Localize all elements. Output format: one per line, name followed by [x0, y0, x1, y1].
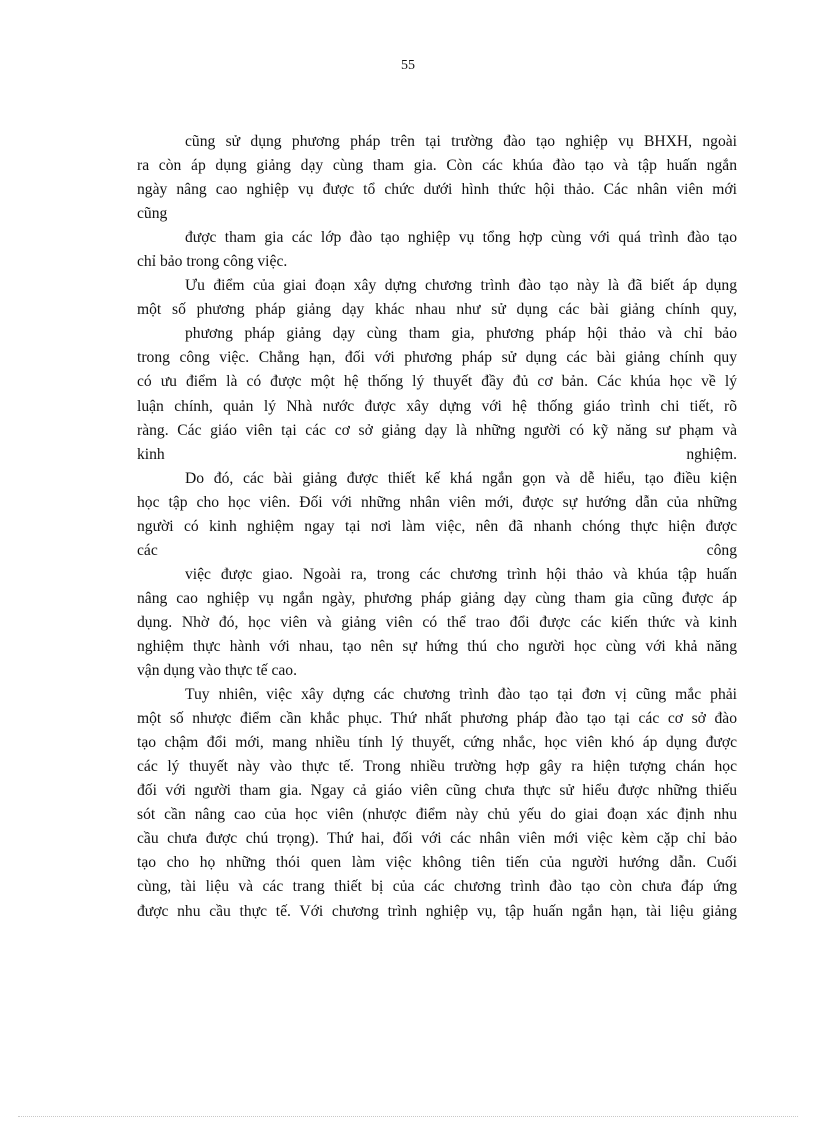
- text-line: ngày nâng cao nghiệp vụ được tổ chức dưới hình thức hội thảo. Các nhân viên mới: [137, 181, 737, 199]
- text-line: cũng sử dụng phương pháp trên tại trường đào tạo nghiệp vụ BHXH, ngoài: [185, 133, 737, 150]
- text-line: phương pháp giảng dạy cùng tham gia, phương pháp hội thảo và chỉ bảo: [185, 325, 737, 343]
- text-line: tạo cho họ những thói quen làm việc không tiên tiến của người hướng dẫn. Cuối: [137, 854, 737, 872]
- text-line: chỉ bảo trong công việc.: [137, 253, 288, 271]
- text-line: một số phương pháp giảng dạy khác nhau như sử dụng các bài giảng chính quy,: [137, 301, 737, 319]
- text-line: có ưu điểm là có được một hệ thống lý thuyết đầy đủ cơ bản. Các khúa học về lý: [137, 373, 737, 391]
- text-line: Ưu điểm của giai đoạn xây dựng chương trình đào tạo này là đã biết áp dụng: [185, 277, 737, 295]
- text-line: Do đó, các bài giảng được thiết kế khá ngắn gọn và dễ hiểu, tạo điều kiện: [185, 469, 737, 487]
- text-line: tạo chậm đổi mới, mang nhiều tính lý thuyết, cứng nhắc, học viên khó áp dụng được: [137, 734, 737, 752]
- text-line: ràng. Các giáo viên tại các cơ sở giảng dạy là những người có kỹ năng sư phạm và: [137, 421, 737, 439]
- text-line: sót cần nâng cao của học viên (nhược điểm này chủ yếu do giai đoạn xác định nhu: [137, 806, 737, 824]
- page-bottom-divider: [18, 1116, 798, 1117]
- text-line: một số nhược điểm cần khắc phục. Thứ nhất phương pháp đào tạo tại các cơ sở đào: [137, 710, 737, 728]
- text-line: được nhu cầu thực tế. Với chương trình nghiệp vụ, tập huấn ngắn hạn, tài liệu giảng: [137, 902, 737, 920]
- text-line: người có kinh nghiệm ngay tại nơi làm việc, nên đã nhanh chóng thực hiện được: [137, 517, 737, 535]
- text-line: nâng cao nghiệp vụ ngắn ngày, phương pháp giảng dạy cùng tham gia cũng được áp: [137, 589, 737, 607]
- text-line: đối với người tham gia. Ngay cả giáo viên cũng chưa thực sử hiểu được những thiếu: [137, 782, 737, 800]
- body-text: [137, 130, 737, 924]
- text-line: dụng. Nhờ đó, học viên và giảng viên có thể trao đổi được các kiến thức và kinh: [137, 613, 737, 631]
- page-number: 55: [401, 58, 415, 73]
- text-line: Tuy nhiên, việc xây dựng các chương trình đào tạo tại đơn vị cũng mắc phải: [185, 686, 737, 704]
- text-line: nghiệm thực hành với nhau, tạo nên sự hứng thú cho người học cùng với khả năng: [137, 637, 737, 655]
- text-line: học tập cho học viên. Đối với những nhân viên mới, được sự hướng dẫn của những: [137, 493, 737, 511]
- text-line: các công: [137, 541, 737, 559]
- text-line: cũng: [137, 205, 168, 223]
- text-line: việc được giao. Ngoài ra, trong các chương trình hội thảo và khúa tập huấn: [185, 565, 737, 583]
- text-line: vận dụng vào thực tế cao.: [137, 662, 298, 680]
- text-line: kinh nghiệm.: [137, 445, 737, 463]
- text-line: được tham gia các lớp đào tạo nghiệp vụ tổng hợp cùng với quá trình đào tạo: [185, 229, 737, 247]
- text-line: cùng, tài liệu và các trang thiết bị của các chương trình đào tạo còn chưa đáp ứng: [137, 878, 737, 896]
- text-line: các lý thuyết này vào thực tế. Trong nhiều trường hợp gây ra hiện tượng chán học: [137, 758, 737, 776]
- text-line: trong công việc. Chẳng hạn, đối với phương pháp sử dụng các bài giảng chính quy: [137, 349, 737, 367]
- text-line: cầu chưa được chú trọng). Thứ hai, đối với các nhân viên mới việc kèm cặp chỉ bảo: [137, 830, 737, 848]
- text-line: ra còn áp dụng giảng dạy cùng tham gia. Còn các khúa đào tạo và tập huấn ngắn: [137, 157, 737, 175]
- text-line: luận chính, quản lý Nhà nước được xây dựng với hệ thống giáo trình chi tiết, rõ: [137, 397, 737, 415]
